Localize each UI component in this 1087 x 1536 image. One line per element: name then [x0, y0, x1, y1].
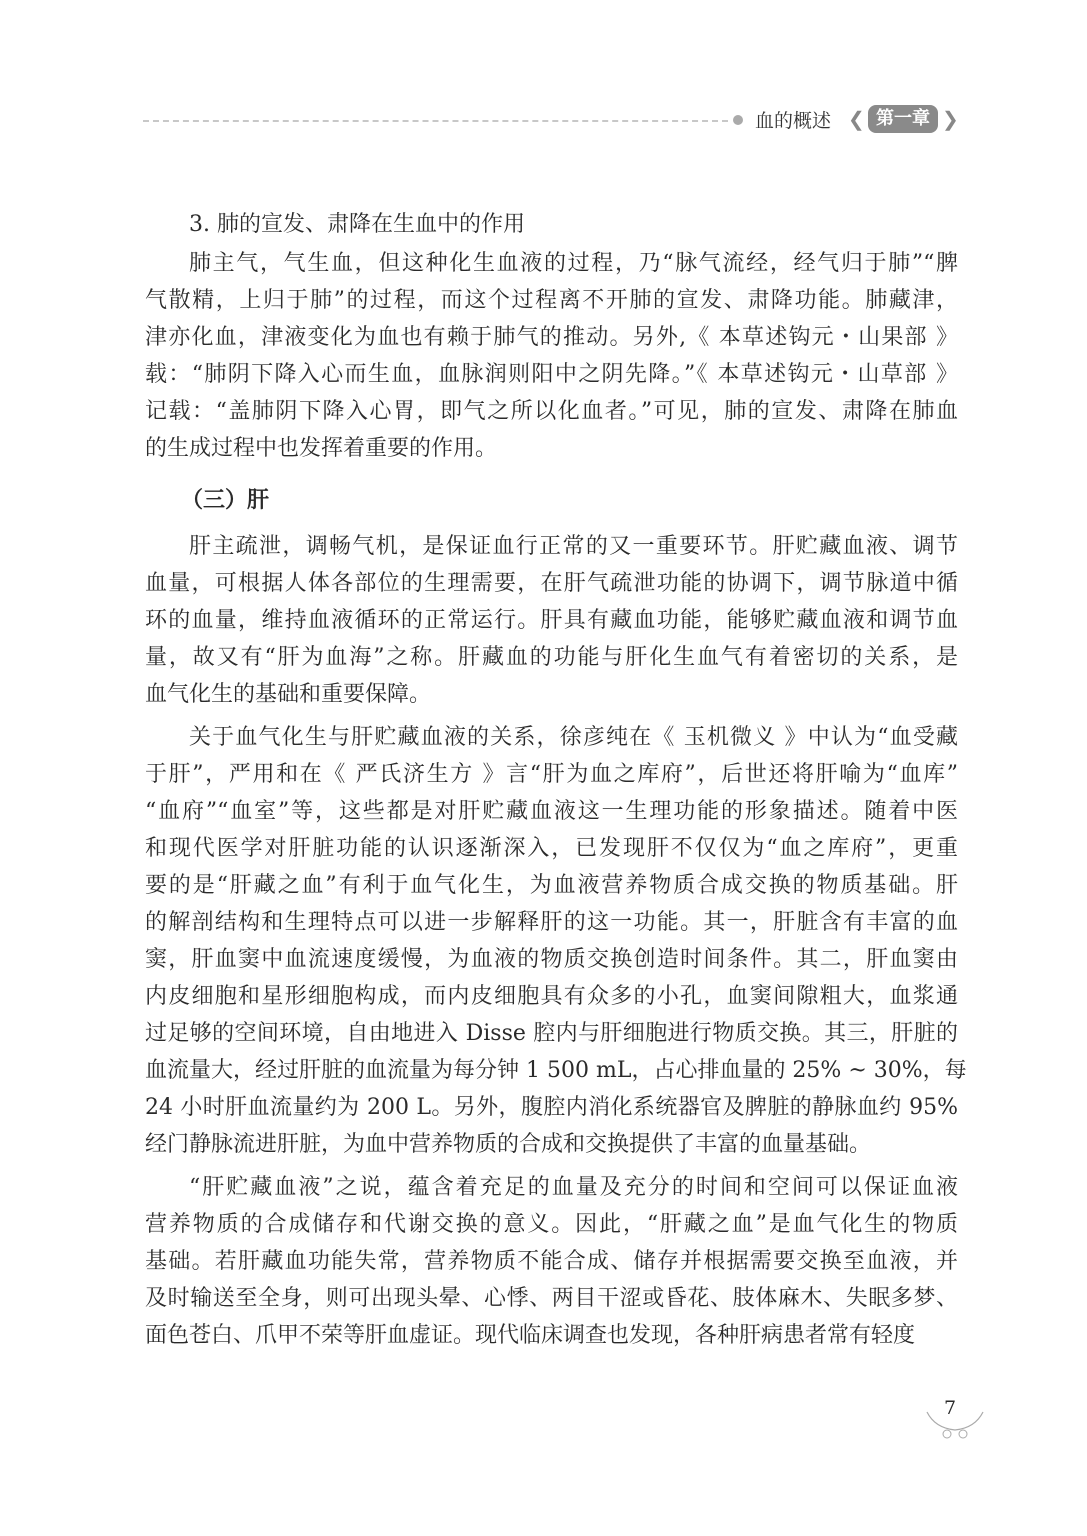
- paragraph-liver-2: [145, 719, 967, 1163]
- chapter-label: 第一章: [868, 105, 938, 133]
- text-line: 记载：“盖肺阴下降入心胃，即气之所以化血者。”可见，肺的宣发、肃降在肺血: [145, 399, 958, 424]
- header-dot: [733, 115, 743, 125]
- text-line: 血量，可根据人体各部位的生理需要，在肝气疏泄功能的协调下，调节脉道中循: [145, 571, 958, 596]
- paragraph-liver-1: [145, 528, 958, 713]
- text-line: 津亦化血，津液变化为血也有赖于肺气的推动。另外,《 本草述钩元・山果部 》: [145, 325, 958, 350]
- paragraph-liver-3: [145, 1169, 958, 1354]
- text-line: 和现代医学对肝脏功能的认识逐渐深入，已发现肝不仅仅为“血之库府”，更重: [145, 836, 958, 861]
- text-line: 气散精，上归于肺”的过程，而这个过程离不开肺的宣发、肃降功能。肺藏津，: [145, 288, 958, 313]
- text-line: 经门静脉流进肝脏，为血中营养物质的合成和交换提供了丰富的血量基础。: [145, 1132, 872, 1157]
- text-line: 于肝”，严用和在《 严氏济生方 》言“肝为血之库府”，后世还将肝喻为“血库”: [145, 762, 958, 787]
- ornament-left-icon: ❮: [848, 107, 865, 131]
- text-line: “血府”“血室”等，这些都是对肝贮藏血液这一生理功能的形象描述。随着中医: [145, 799, 958, 824]
- text-line: 的生成过程中也发挥着重要的作用。: [145, 436, 498, 461]
- text-line: 窦，肝血窦中血流速度缓慢，为血液的物质交换创造时间条件。其二，肝血窦由: [145, 947, 958, 972]
- footer-ornament-icon: [925, 1410, 985, 1440]
- paragraph-lung: [145, 245, 958, 467]
- running-header-section: 血的概述: [755, 110, 832, 132]
- text-line: 环的血量，维持血液循环的正常运行。肝具有藏血功能，能够贮藏血液和调节血: [145, 608, 958, 633]
- body-text: [145, 205, 967, 1360]
- text-line: 要的是“肝藏之血”有利于血气化生，为血液营养物质合成交换的物质基础。肝: [145, 873, 958, 898]
- text-line: 基础。若肝藏血功能失常，营养物质不能合成、储存并根据需要交换至血液，并: [145, 1249, 958, 1274]
- text-line: “肝贮藏血液”之说，蕴含着充足的血量及充分的时间和空间可以保证血液: [189, 1175, 958, 1200]
- text-line: 的解剖结构和生理特点可以进一步解释肝的这一功能。其一，肝脏含有丰富的血: [145, 910, 958, 935]
- text-line: 肝主疏泄，调畅气机，是保证血行正常的又一重要环节。肝贮藏血液、调节: [189, 534, 958, 559]
- text-line: 过足够的空间环境，自由地进入 Disse 腔内与肝细胞进行物质交换。其三，肝脏的: [145, 1021, 958, 1046]
- page-number: 7: [944, 1397, 957, 1419]
- section-heading: 3. 肺的宣发、肃降在生血中的作用: [189, 212, 525, 237]
- text-line: 营养物质的合成储存和代谢交换的意义。因此，“肝藏之血”是血气化生的物质: [145, 1212, 958, 1237]
- text-line: 关于血气化生与肝贮藏血液的关系，徐彦纯在《 玉机微义 》中认为“血受藏: [189, 725, 958, 750]
- text-line: 血气化生的基础和重要保障。: [145, 682, 432, 707]
- text-line: 载：“肺阴下降入心而生血，血脉润则阳中之阴先降。”《 本草述钩元・山草部 》: [145, 362, 958, 387]
- header-dashed-rule: [143, 120, 728, 122]
- text-line: 24 小时肝血流量约为 200 L。另外，腹腔内消化系统器官及脾脏的静脉血约 95%: [145, 1095, 958, 1120]
- text-line: 量，故又有“肝为血海”之称。肝藏血的功能与肝化生血气有着密切的关系，是: [145, 645, 958, 670]
- subheading-liver: （三）肝: [181, 488, 270, 513]
- chapter-badge: [848, 103, 958, 135]
- text-line: 内皮细胞和星形细胞构成，而内皮细胞具有众多的小孔，血窦间隙粗大，血浆通: [145, 984, 958, 1009]
- text-line: 及时输送至全身，则可出现头晕、心悸、两目干涩或昏花、肢体麻木、失眠多梦、: [145, 1286, 958, 1311]
- text-line: 血流量大，经过肝脏的血流量为每分钟 1 500 mL，占心排血量的 25% ~ 30%，每: [145, 1058, 967, 1083]
- text-line: 面色苍白、爪甲不荣等肝血虚证。现代临床调查也发现，各种肝病患者常有轻度: [145, 1323, 916, 1348]
- text-line: 肺主气，气生血，但这种化生血液的过程，乃“脉气流经，经气归于肺”“脾: [189, 251, 958, 276]
- ornament-right-icon: ❯: [942, 107, 959, 131]
